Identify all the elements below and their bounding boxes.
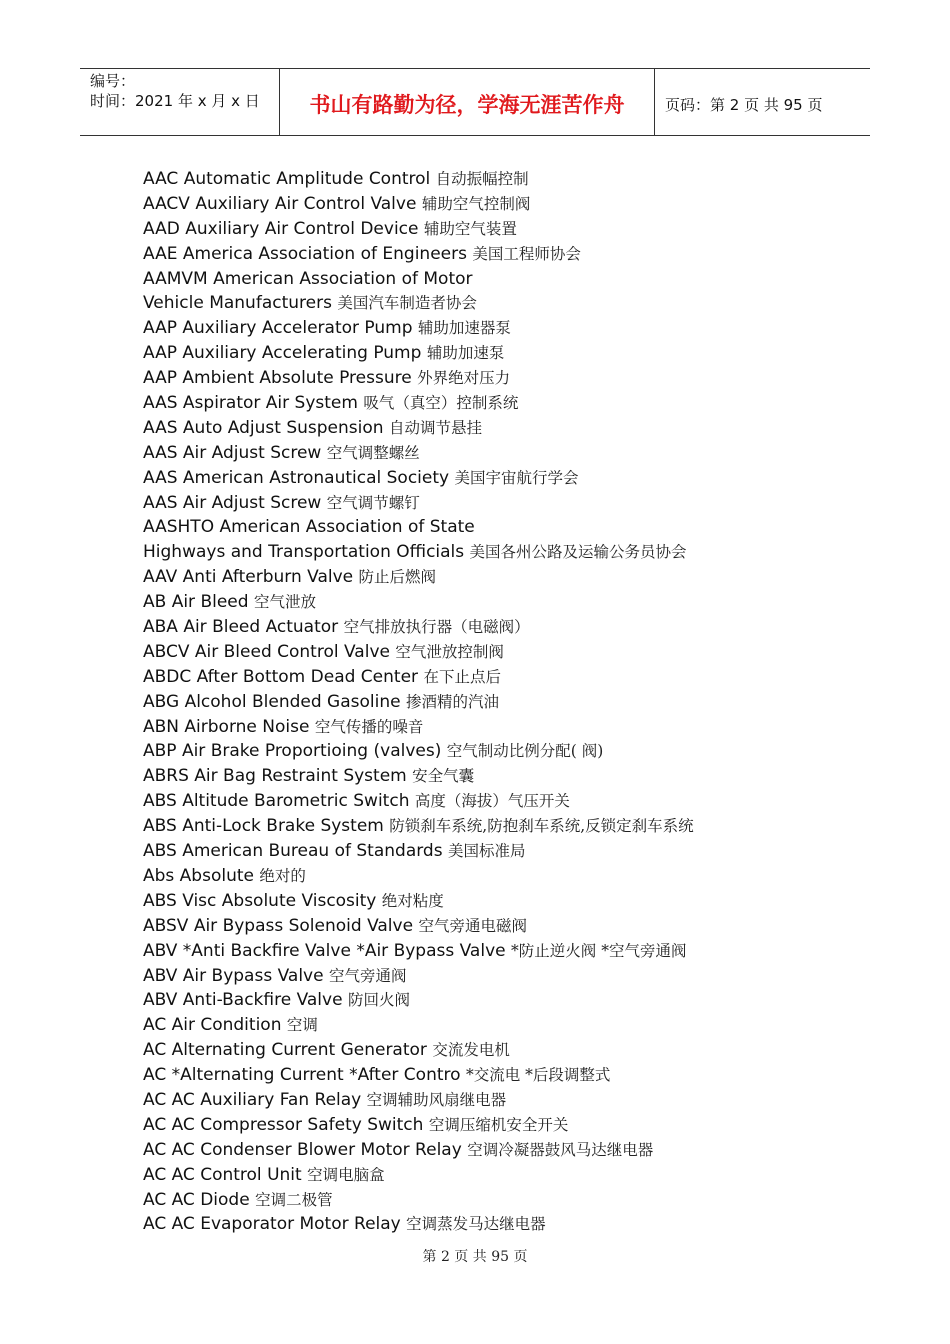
entry-term: Abs Absolute bbox=[143, 865, 254, 886]
entry-translation: 空气旁通阀 bbox=[328, 966, 407, 985]
entry-translation: 空调辅助风扇继电器 bbox=[366, 1090, 507, 1109]
entry-term: ABDC After Bottom Dead Center bbox=[143, 666, 419, 687]
entry-term: Highways and Transportation Officials bbox=[143, 542, 465, 563]
entry-translation: 交流发电机 bbox=[432, 1041, 510, 1060]
entry-translation: 空气排放执行器（电磁阀） bbox=[343, 618, 530, 637]
glossary-entry bbox=[143, 715, 863, 740]
entry-term: AAD Auxiliary Air Control Device bbox=[143, 218, 419, 239]
entry-term: ABV *Anti Backfire Valve *Air Bypass Valve bbox=[143, 940, 506, 961]
entry-translation: 防止后燃阀 bbox=[358, 568, 437, 587]
glossary-entry bbox=[143, 217, 863, 242]
entry-term: AC AC Control Unit bbox=[143, 1164, 302, 1185]
glossary-entry bbox=[143, 1163, 863, 1188]
entry-translation: 辅助加速器泵 bbox=[417, 319, 511, 338]
glossary-entry bbox=[143, 366, 863, 391]
entry-translation: 吸气（真空）控制系统 bbox=[363, 394, 519, 413]
entry-translation: 空调 bbox=[286, 1016, 318, 1035]
entry-term: AASHTO American Association of State bbox=[143, 517, 475, 538]
entry-translation: 辅助空气控制阀 bbox=[421, 194, 531, 213]
entry-term: AC AC Evaporator Motor Relay bbox=[143, 1214, 401, 1235]
entry-term: ABV Air Bypass Valve bbox=[143, 965, 324, 986]
entry-translation: 美国各州公路及运输公务员协会 bbox=[469, 543, 687, 562]
entry-term: AAP Auxiliary Accelerator Pump bbox=[143, 318, 413, 339]
entry-translation: 掺酒精的汽油 bbox=[405, 692, 499, 711]
glossary-entry bbox=[143, 316, 863, 341]
entry-term: AAP Ambient Absolute Pressure bbox=[143, 368, 412, 389]
glossary-entry bbox=[143, 814, 863, 839]
glossary-entry bbox=[143, 839, 863, 864]
document-number-label: 编号： bbox=[90, 72, 136, 90]
glossary-entry bbox=[143, 416, 863, 441]
glossary-entry bbox=[143, 341, 863, 366]
glossary-entry bbox=[143, 1138, 863, 1163]
page-header bbox=[80, 68, 870, 136]
entry-translation: 空气泄放 bbox=[253, 593, 316, 612]
entry-term: AC Alternating Current Generator bbox=[143, 1040, 427, 1061]
entry-term: ABV Anti-Backfire Valve bbox=[143, 990, 343, 1011]
entry-term: Vehicle Manufacturers bbox=[143, 293, 332, 314]
entry-translation: 空调冷凝器鼓风马达继电器 bbox=[467, 1140, 654, 1159]
page-footer: 第 2 页 共 95 页 bbox=[422, 1249, 528, 1265]
entry-term: AACV Auxiliary Air Control Valve bbox=[143, 193, 417, 214]
entry-term: ABRS Air Bag Restraint System bbox=[143, 766, 407, 787]
entry-translation: 在下止点后 bbox=[423, 667, 501, 686]
glossary-entry bbox=[143, 1013, 863, 1038]
entry-term: AAE America Association of Engineers bbox=[143, 243, 467, 264]
glossary-entry bbox=[143, 939, 863, 964]
glossary-entry bbox=[143, 988, 863, 1013]
entry-translation: 美国标准局 bbox=[448, 842, 526, 861]
header-motto: 书山有路勤为径，学海无涯苦作舟 bbox=[280, 69, 655, 135]
glossary-entry bbox=[143, 640, 863, 665]
entry-term: ABS Altitude Barometric Switch bbox=[143, 791, 410, 812]
entry-translation: *防止逆火阀 *空气旁通阀 bbox=[511, 941, 687, 960]
entry-translation: 高度（海拔）气压开关 bbox=[414, 792, 570, 811]
entry-term: ABN Airborne Noise bbox=[143, 716, 310, 737]
entry-term: ABS Visc Absolute Viscosity bbox=[143, 890, 377, 911]
glossary-entry bbox=[143, 789, 863, 814]
entry-term: ABSV Air Bypass Solenoid Valve bbox=[143, 915, 414, 936]
entry-translation: 空气调节螺钉 bbox=[326, 493, 420, 512]
glossary-entry bbox=[143, 590, 863, 615]
entry-translation: 美国宇宙航行学会 bbox=[454, 468, 579, 487]
entry-translation: *交流电 *后段调整式 bbox=[465, 1066, 611, 1085]
entry-term: AAS Auto Adjust Suspension bbox=[143, 417, 384, 438]
glossary-entry bbox=[143, 1212, 863, 1237]
glossary-entry bbox=[143, 391, 863, 416]
entry-translation: 空气旁通电磁阀 bbox=[418, 916, 527, 935]
glossary-entry bbox=[143, 739, 863, 764]
glossary-entry bbox=[143, 441, 863, 466]
entry-term: AAS Air Adjust Screw bbox=[143, 492, 322, 513]
glossary-entry bbox=[143, 615, 863, 640]
glossary-entry bbox=[143, 964, 863, 989]
entry-term: AC AC Condenser Blower Motor Relay bbox=[143, 1139, 462, 1160]
entry-term: ABG Alcohol Blended Gasoline bbox=[143, 691, 401, 712]
entry-translation: 外界绝对压力 bbox=[417, 369, 511, 388]
glossary-entry bbox=[143, 1088, 863, 1113]
entry-term: AAS Air Adjust Screw bbox=[143, 442, 322, 463]
glossary-entry bbox=[143, 242, 863, 267]
entry-translation: 空气传播的噪音 bbox=[314, 717, 424, 736]
entry-term: AC AC Auxiliary Fan Relay bbox=[143, 1089, 362, 1110]
entry-term: AB Air Bleed bbox=[143, 592, 249, 613]
entry-term: ABS Anti-Lock Brake System bbox=[143, 816, 384, 837]
entry-term: AAP Auxiliary Accelerating Pump bbox=[143, 343, 422, 364]
glossary-entry bbox=[143, 1063, 863, 1088]
entry-translation: 绝对粘度 bbox=[381, 891, 444, 910]
glossary-entry bbox=[143, 914, 863, 939]
glossary-list bbox=[143, 167, 863, 1237]
entry-term: AC AC Diode bbox=[143, 1189, 250, 1210]
entry-translation: 辅助空气装置 bbox=[423, 219, 517, 238]
entry-translation: 空调压缩机安全开关 bbox=[428, 1115, 569, 1134]
glossary-entry bbox=[143, 291, 863, 316]
entry-term: AC AC Compressor Safety Switch bbox=[143, 1114, 424, 1135]
entry-translation: 空调电脑盒 bbox=[307, 1165, 385, 1184]
glossary-entry bbox=[143, 665, 863, 690]
entry-term: AAMVM American Association of Motor bbox=[143, 268, 473, 289]
glossary-entry bbox=[143, 1038, 863, 1063]
entry-translation: 绝对的 bbox=[259, 866, 306, 885]
document-date: 时间：2021 年 x 月 x 日 bbox=[90, 92, 260, 110]
entry-term: ABS American Bureau of Standards bbox=[143, 841, 443, 862]
header-meta bbox=[80, 69, 280, 135]
entry-translation: 防锁刹车系统,防抱刹车系统,反锁定刹车系统 bbox=[389, 817, 694, 836]
glossary-entry bbox=[143, 889, 863, 914]
glossary-entry bbox=[143, 515, 863, 540]
entry-term: AC Air Condition bbox=[143, 1015, 282, 1036]
entry-translation: 空气泄放控制阀 bbox=[395, 642, 504, 661]
glossary-entry bbox=[143, 1188, 863, 1213]
entry-term: AAV Anti Afterburn Valve bbox=[143, 567, 354, 588]
entry-translation: 空气调整螺丝 bbox=[326, 443, 420, 462]
glossary-entry bbox=[143, 565, 863, 590]
glossary-entry bbox=[143, 267, 863, 292]
glossary-entry bbox=[143, 864, 863, 889]
entry-translation: 自动调节悬挂 bbox=[388, 418, 482, 437]
entry-translation: 辅助加速泵 bbox=[426, 344, 505, 363]
entry-translation: 空气制动比例分配( 阀) bbox=[446, 742, 604, 761]
glossary-entry bbox=[143, 167, 863, 192]
entry-term: ABA Air Bleed Actuator bbox=[143, 617, 339, 638]
entry-term: AAS American Astronautical Society bbox=[143, 467, 450, 488]
glossary-entry bbox=[143, 764, 863, 789]
entry-translation: 美国汽车制造者协会 bbox=[337, 294, 477, 313]
entry-translation: 美国工程师协会 bbox=[472, 244, 581, 263]
entry-translation: 自动振幅控制 bbox=[435, 170, 529, 188]
glossary-entry bbox=[143, 690, 863, 715]
entry-term: ABCV Air Bleed Control Valve bbox=[143, 641, 390, 662]
entry-term: AAC Automatic Amplitude Control bbox=[143, 169, 431, 189]
entry-term: AAS Aspirator Air System bbox=[143, 393, 358, 414]
entry-translation: 空调蒸发马达继电器 bbox=[406, 1215, 546, 1234]
entry-term: AC *Alternating Current *After Contro bbox=[143, 1065, 461, 1086]
glossary-entry bbox=[143, 192, 863, 217]
entry-term: ABP Air Brake Proportioing (valves) bbox=[143, 741, 442, 762]
header-page-info: 页码：第 2 页 共 95 页 bbox=[665, 95, 823, 114]
glossary-entry bbox=[143, 540, 863, 565]
entry-translation: 安全气囊 bbox=[412, 767, 475, 786]
glossary-entry bbox=[143, 466, 863, 491]
entry-translation: 防回火阀 bbox=[347, 991, 410, 1010]
entry-translation: 空调二极管 bbox=[255, 1190, 333, 1209]
glossary-entry bbox=[143, 1113, 863, 1138]
glossary-entry bbox=[143, 491, 863, 516]
